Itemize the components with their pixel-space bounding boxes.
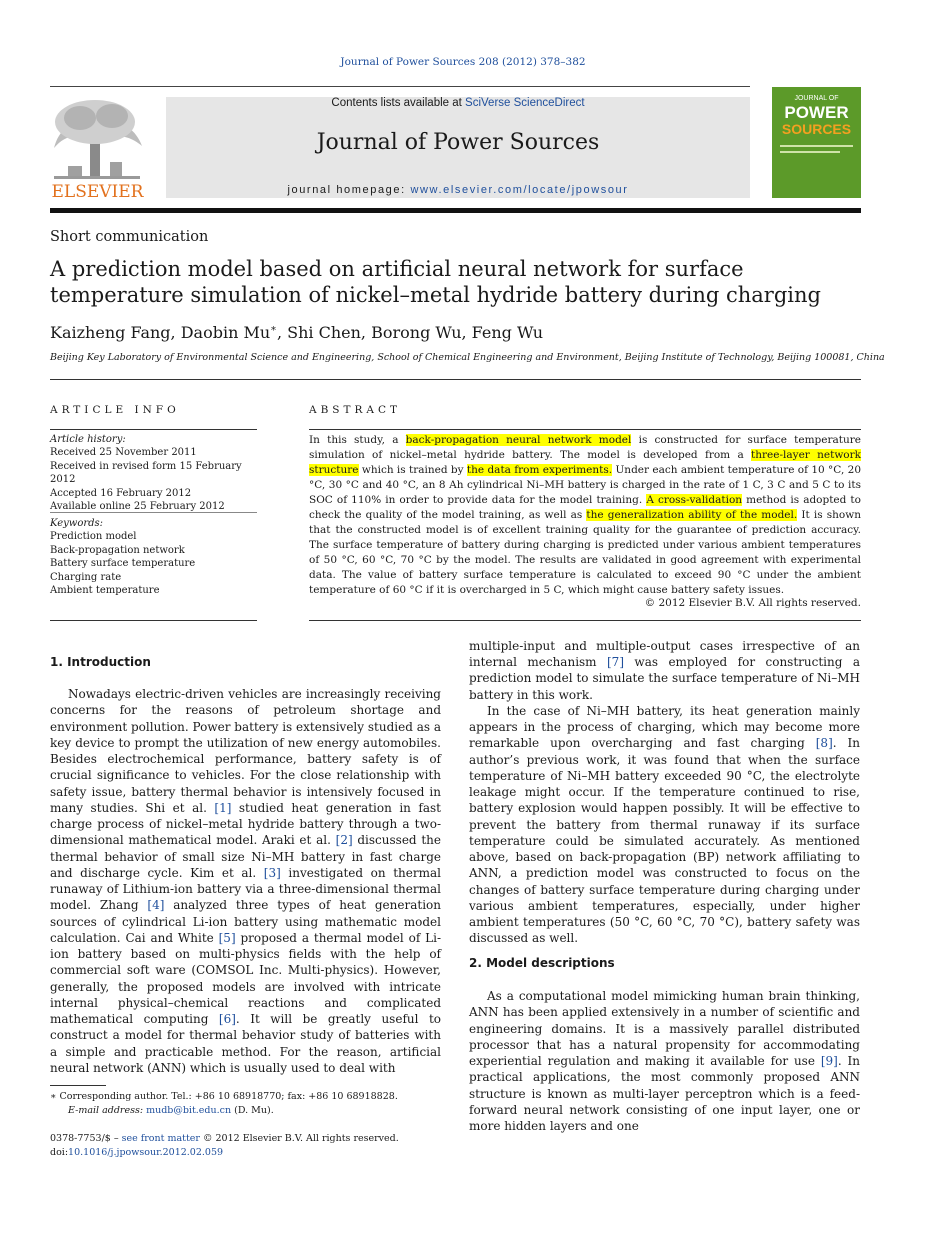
section-title-model-descriptions: 2. Model descriptions [469, 956, 615, 970]
keyword-item: Battery surface temperature [50, 558, 196, 570]
highlight: three-layer network structure [309, 449, 862, 476]
ref-link[interactable]: [4] [147, 898, 165, 913]
ref-link[interactable]: [3] [263, 865, 281, 880]
keyword-item: Charging rate [50, 571, 122, 583]
paragraph: As a computational model mimicking human brain thinking, ANN has been applied extensively in a number of scientific and engineering domains. It is a massively parallel distributed processor that has a natural propensity for accommodating experiential regulation and making it available for use [9]. In practical applications, the most commonly proposed ANN structure is known as multi-layer perceptron which is a feed-forward neural network consisting of one input layer, one or more hidden layers and one [469, 989, 860, 1133]
highlight: back-propagation neural network model [405, 434, 632, 446]
keyword-item: Prediction model [50, 531, 137, 543]
history-item: Available online 25 February 2012 [50, 501, 225, 513]
highlight: A cross-validation [646, 494, 743, 506]
paragraph: multiple-input and multiple-output cases irrespective of an internal mechanism [7] was employed for constructing a prediction model to simulate the surface temperature of Ni–MH battery in this work. [469, 638, 860, 702]
article-info-heading: ARTICLE INFO [50, 404, 180, 416]
cover-title-power: POWER [784, 103, 849, 122]
elsevier-logo[interactable] [50, 96, 145, 200]
history-item: Received in revised form 15 February 2012 [50, 460, 242, 486]
author-list: Kaizheng Fang, Daobin Mu∗, Shi Chen, Borong Wu, Feng Wu [50, 323, 544, 342]
footnote-contact: ∗ Corresponding author. Tel.: +86 10 68918770; fax: +86 10 68918828. [50, 1091, 398, 1102]
ref-link[interactable]: [7] [607, 655, 624, 669]
ref-link[interactable]: [5] [218, 930, 236, 945]
journal-citation[interactable]: Journal of Power Sources 208 (2012) 378–382 [340, 56, 586, 68]
abstract-copyright: © 2012 Elsevier B.V. All rights reserved. [644, 597, 861, 609]
contents-line: Contents lists available at SciVerse ScienceDirect [331, 97, 585, 109]
ref-link[interactable]: [6] [218, 1012, 236, 1026]
title-rule [50, 379, 861, 380]
section-title-introduction: 1. Introduction [50, 655, 151, 669]
keyword-item: Back-propagation network [50, 544, 185, 556]
info-rule [50, 620, 257, 621]
journal-cover-image[interactable] [772, 87, 861, 198]
author-affiliation: Beijing Key Laboratory of Environmental Science and Engineering, School of Chemical Engineering and Environment, Beijing Institute of Technology, Beijing 100081, China [50, 352, 885, 363]
history-item: Received 25 November 2011 [50, 447, 197, 459]
article-history [50, 433, 257, 513]
history-item: Accepted 16 February 2012 [50, 487, 192, 499]
highlight: the data from experiments. [466, 464, 613, 476]
abstract-rule [309, 620, 861, 621]
corresponding-author-footnote [50, 1090, 441, 1117]
issn-doi [50, 1132, 399, 1159]
email-link[interactable]: mudb@bit.edu.cn [146, 1104, 232, 1116]
highlight: the generalization ability of the model. [586, 509, 798, 521]
paragraph-continuation [469, 638, 860, 947]
history-label: Article history: [50, 434, 126, 445]
homepage-link[interactable]: www.elsevier.com/locate/jpowsour [410, 184, 629, 196]
body-column-right-bottom [469, 988, 860, 1134]
paragraph: In the case of Ni–MH battery, its heat generation mainly appears in the process of charging, which may become more remarkable upon overcharging and fast charging [8]. In author’s previous work, it was found that when the surface temperature of Ni–MH battery exceeded 90 °C, the electrolyte leakage might occur. If the temperature continued to rise, battery explosion would happen possibly. It will be effective to prevent the battery from thermal runaway if its surface temperature could be simulated accurately. As mentioned above, based on back-propagation (BP) network affiliating to ANN, a prediction model was constructed to focus on the changes of battery surface temperature during charging under various ambient temperatures, especially, under higher ambient temperatures (50 °C, 60 °C, 70 °C), battery safety was discussed as well. [469, 703, 860, 946]
cover-title-sources: SOURCES [781, 121, 852, 137]
sciencedirect-link[interactable]: SciVerse ScienceDirect [465, 97, 585, 109]
ref-link[interactable]: [2] [335, 833, 353, 848]
journal-name: Journal of Power Sources [316, 130, 600, 155]
header-bottom-rule [50, 208, 861, 213]
doi-line: doi:10.1016/j.jpowsour.2012.02.059 [50, 1146, 224, 1158]
header-top-rule [50, 86, 750, 87]
body-column-left [50, 686, 441, 1075]
abstract-heading: ABSTRACT [309, 404, 402, 416]
elsevier-wordmark: ELSEVIER [51, 182, 144, 202]
cover-decoration [780, 151, 840, 153]
journal-homepage: journal homepage: www.elsevier.com/locate/jpowsour [287, 184, 629, 196]
keyword-item: Ambient temperature [50, 585, 160, 597]
info-divider [50, 512, 257, 513]
abstract-text: In this study, a back-propagation neural network model is constructed for surface temperature simulation of nickel–metal hydride battery. The model is developed from a three-layer network structure which is trained by the data from experiments. Under each ambient temperature of 10 °C, 20 °C, 30 °C and 40 °C, an 8 Ah cylindrical Ni–MH battery is charged in the rate of 1 C, 3 C and 5 C to its SOC of 110% in order to provide data for the model training. A cross-validation method is adopted to check the quality of the model training, as well as the generalization ability of the model. It is shown that the constructed model is of excellent training quality for the guarantee of prediction accuracy. The surface temperature of battery during charging is predicted under various ambient temperatures of 50 °C, 60 °C, 70 °C by the model. The results are validated in good agreement with experimental data. The value of battery surface temperature is calculated to exceed 90 °C under the ambient temperature of 60 °C if it is overcharged in 5 C, which might cause battery safety issues. [309, 434, 862, 596]
keywords [50, 517, 257, 597]
corresponding-author-marker[interactable]: ∗ [270, 323, 277, 335]
ref-link[interactable]: [1] [214, 800, 232, 815]
ref-link[interactable]: [8] [815, 736, 833, 751]
footnote-email: E-mail address: mudb@bit.edu.cn (D. Mu). [68, 1104, 274, 1116]
paragraph: Nowadays electric-driven vehicles are increasingly receiving concerns for the reasons of petroleum shortage and environment pollution. Power battery is extensively studied as a key device to prompt the utilization of new energy automobiles. Besides electrochemical performance, battery safety is of crucial significance to vehicles. For the close relationship with safety issue, battery thermal behavior is intensively focused in many studies. Shi et al. [1] studied heat generation in fast charge process of nickel–metal hydride battery through a two-dimensional mathematical model. Araki et al. [2] discussed the thermal behavior of small size Ni–MH battery in fast charge and discharge cycle. Kim et al. [3] investigated on thermal runaway of Lithium-ion battery via a three-dimensional thermal model. Zhang [4] analyzed three types of heat generation sources of cylindrical Li-ion battery using mathematic model calculation. Cai and White [5] proposed a thermal model of Li-ion battery based on multi-physics fields with the help of commercial soft ware (COMSOL Inc. Multi-physics). However, generally, the proposed models are involved with intricate internal physical–chemical reactions and complicated mathematical computing [6]. It will be greatly useful to construct a model for thermal behavior study of batteries with a simple and practicable method. For the reason, artificial neural network (ANN) which is usually used to deal with [50, 687, 441, 1075]
front-matter-link[interactable]: see front matter [121, 1133, 200, 1144]
issn-line: 0378-7753/$ – see front matter © 2012 Elsevier B.V. All rights reserved. [50, 1133, 399, 1144]
ref-link[interactable]: [9] [820, 1054, 838, 1068]
doi-link[interactable]: 10.1016/j.jpowsour.2012.02.059 [68, 1146, 224, 1158]
cover-title-small: JOURNAL OF [794, 95, 839, 102]
info-rule [50, 429, 257, 430]
abstract-rule [309, 429, 861, 430]
cover-decoration [780, 145, 853, 147]
article-type: Short communication [50, 229, 209, 245]
keywords-label: Keywords: [50, 518, 104, 529]
body-column-right-top [469, 638, 860, 946]
article-title: A prediction model based on artificial neural network for surface temperature simulation of nickel–metal hydride battery during charging [50, 257, 821, 307]
footnote-rule [50, 1085, 106, 1086]
